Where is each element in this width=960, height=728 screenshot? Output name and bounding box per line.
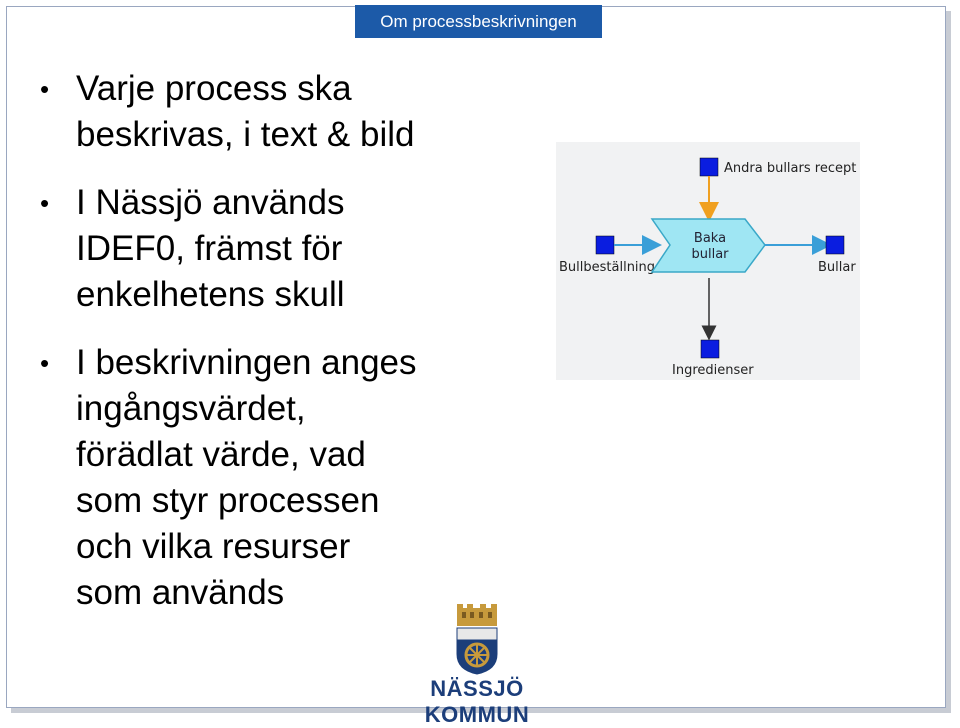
control-node: [700, 158, 718, 176]
bullet-line: som används: [76, 573, 285, 612]
process-label-line1: Baka: [693, 231, 727, 246]
wheel-icon: [466, 644, 488, 666]
input-label: Bullbeställning: [559, 260, 656, 275]
output-node: [826, 236, 844, 254]
bullet-dot-icon: •: [40, 188, 50, 218]
bullet-line: som styr processen: [76, 481, 380, 520]
output-label: Bullar: [818, 260, 856, 275]
bullet-dot-icon: •: [40, 348, 50, 378]
bullet-line: I beskrivningen anges: [76, 343, 417, 382]
bullet-line: och vilka resurser: [76, 527, 351, 566]
bullet-line: I Nässjö används: [76, 183, 345, 222]
process-label-line2: bullar: [691, 247, 729, 262]
logo-text: NÄSSJÖ KOMMUN: [424, 676, 530, 727]
bullet-line: förädlat värde, vad: [76, 435, 366, 474]
input-node: [596, 236, 614, 254]
crown-icon: [457, 604, 497, 626]
bullet-dot-icon: •: [40, 74, 50, 104]
bullet-line: enkelhetens skull: [76, 275, 345, 314]
bullet-line: Varje process ska: [76, 69, 352, 108]
control-label: Andra bullars recept: [724, 161, 857, 176]
slide-header-tab: Om processbeskrivningen: [355, 5, 602, 38]
mechanism-node: [701, 340, 719, 358]
mechanism-label: Ingredienser: [672, 363, 754, 378]
bullet-line: IDEF0, främst för: [76, 229, 343, 268]
bullet-line: beskrivas, i text & bild: [76, 115, 415, 154]
bullet-line: ingångsvärdet,: [76, 389, 306, 428]
